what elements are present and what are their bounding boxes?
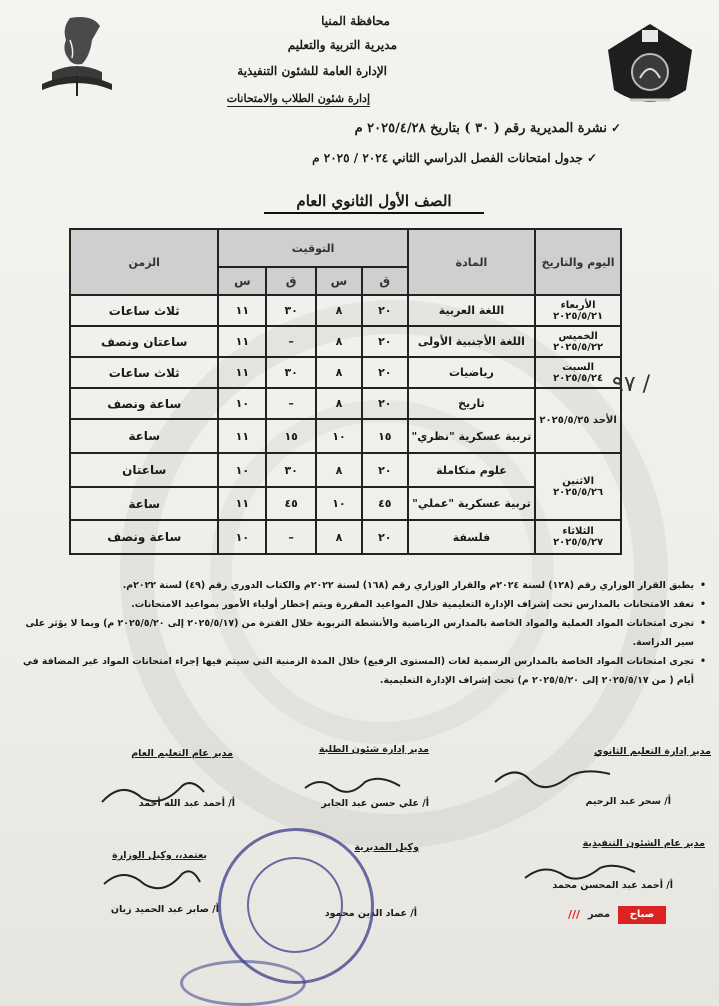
table-row [70, 295, 621, 326]
signature-title: يعتمد،، وكيل الوزارة [112, 850, 207, 861]
time-cell: ١١ [218, 487, 266, 520]
nefertiti-book-logo-icon [22, 10, 132, 110]
time-cell: ٨ [316, 326, 362, 357]
signature-block [583, 838, 705, 849]
signature-title: وكيل المديرية [354, 842, 419, 853]
time-cell: ١١ [218, 419, 266, 453]
signature-block [354, 842, 419, 853]
bulletin-text: نشرة المديرية رقم ( ٣٠ ) بتاريخ ٢٠٢٥/٤/٢٨ م [354, 121, 607, 136]
schedule-line [312, 151, 597, 165]
subject-cell: رياضيات [408, 357, 536, 388]
handwritten-signature-icon [490, 760, 620, 796]
time-cell: ٢٠ [362, 295, 408, 326]
admin-name: الإدارة العامة للشئون التنفيذية [237, 64, 387, 78]
time-cell: ٨ [316, 357, 362, 388]
table-row [70, 388, 621, 419]
day-cell: الأربعاء ٢٠٢٥/٥/٢١ [535, 295, 621, 326]
check-mark-icon: ✓ [610, 121, 621, 135]
time-cell: ٣٠ [266, 295, 316, 326]
brand-watermark [568, 906, 666, 924]
duration-cell: ساعتان [70, 453, 218, 487]
official-stamp-icon [180, 960, 306, 1006]
grade-title: الصف الأول الثانوي العام [264, 192, 484, 214]
signature-name: أ/ عماد الدين محمود [324, 908, 417, 919]
time-cell: ٨ [316, 295, 362, 326]
signature-title: مدير إدارة شئون الطلبة [318, 744, 429, 755]
time-cell: ١١ [218, 295, 266, 326]
table-row [70, 453, 621, 487]
note-item: • يطبق القرار الوزاري رقم (١٢٨) لسنة ٢٠٢٤م والقرار الوزاري رقم (١٦٨) لسنة ٢٠٢٢م والكتاب الدوري رقم (٤٩) لسنة ٢٠٢٢م. [14, 576, 706, 595]
handwritten-signature-icon [96, 860, 206, 900]
time-cell: ٢٠ [362, 453, 408, 487]
brand-suffix: مصر [587, 909, 611, 920]
day-cell: الثلاثاء ٢٠٢٥/٥/٢٧ [535, 520, 621, 554]
header-q-start: ق [362, 267, 408, 295]
table-row [70, 326, 621, 357]
duration-cell: ثلاث ساعات [70, 295, 218, 326]
directorate-name: مديرية التربية والتعليم [287, 38, 397, 52]
header-subject: المادة [408, 229, 536, 295]
time-cell: ١١ [218, 357, 266, 388]
time-cell: ٣٠ [266, 357, 316, 388]
duration-cell: ساعتان ونصف [70, 326, 218, 357]
time-cell: ٣٠ [266, 453, 316, 487]
subject-cell: تاريخ [408, 388, 536, 419]
time-cell: ١٠ [218, 520, 266, 554]
signature-title: مدير عام التعليم العام [131, 748, 233, 759]
exam-schedule-table [69, 228, 622, 555]
time-cell: ٨ [316, 520, 362, 554]
day-cell: السبت ٢٠٢٥/٥/٢٤ [535, 357, 621, 388]
time-cell: ٢٠ [362, 388, 408, 419]
time-cell: ٤٥ [362, 487, 408, 520]
signature-title: مدير عام الشئون التنفيذية [582, 838, 705, 849]
time-cell: ٢٠ [362, 326, 408, 357]
signature-name: أ/ أحمد عبد المحسن محمد [552, 880, 673, 891]
signature-name: أ/ أحمد عبد الله أحمد [138, 798, 235, 809]
governorate-shield-logo-icon [600, 20, 700, 115]
handwritten-signature-icon [520, 858, 640, 888]
signature-name: أ/ علي حسن عبد الجابر [321, 798, 429, 809]
note-item: • تجرى امتحانات المواد العملية والمواد الخاصة بالمدارس الرياضية والأنشطة التربوية خلال الفترة من (٢٠٢٥/٥/١٧ إلى ٢٠٢٥/٥/٢٠ م) وبما لا يؤثر على سير الدراسة. [14, 614, 706, 652]
subject-cell: فلسفة [408, 520, 536, 554]
day-cell: الأحد ٢٠٢٥/٥/٢٥ [535, 388, 621, 453]
time-cell: ٢٠ [362, 520, 408, 554]
note-item: • تجرى امتحانات المواد الخاصة بالمدارس الرسمية لغات (المستوى الرفيع) خلال المدة الزمنية التي سيتم فيها إجراء امتحانات المواد غير المضافة في أيام ( من ٢٠٢٥/٥/١٧ إلى ٢٠٢٥/٥/٢٠ م) تحت إشراف الإدارة التعليمية. [14, 652, 706, 690]
handwritten-signature-icon [300, 770, 410, 800]
subject-cell: اللغة الأجنبية الأولى [408, 326, 536, 357]
table-row [70, 357, 621, 388]
subject-cell: علوم متكاملة [408, 453, 536, 487]
time-cell: ٤٥ [266, 487, 316, 520]
duration-cell: ساعة [70, 419, 218, 453]
duration-cell: ساعة ونصف [70, 520, 218, 554]
governorate-name: محافظة المنيا [321, 14, 390, 28]
table-row [70, 520, 621, 554]
header-day: اليوم والتاريخ [535, 229, 621, 295]
day-cell: الخميس ٢٠٢٥/٥/٢٢ [535, 326, 621, 357]
brand-name: صباح [618, 906, 666, 924]
time-cell: – [266, 388, 316, 419]
header-q-end: ق [266, 267, 316, 295]
time-cell: ١٠ [218, 453, 266, 487]
day-cell: الاثنين ٢٠٢٥/٥/٢٦ [535, 453, 621, 520]
note-item: • تعقد الامتحانات بالمدارس تحت إشراف الإدارة التعليمية خلال المواعيد المقررة ويتم إخطار أولياء الأمور بمواعيد الامتحانات. [14, 595, 706, 614]
header-s-end: س [218, 267, 266, 295]
time-cell: ١٠ [316, 419, 362, 453]
signature-name: أ/ صابر عبد الحميد زيان [110, 904, 219, 915]
signature-block [319, 744, 429, 755]
time-cell: ١٠ [316, 487, 362, 520]
header-timing: التوقيت [218, 229, 407, 267]
duration-cell: ثلاث ساعات [70, 357, 218, 388]
subject-cell: اللغة العربية [408, 295, 536, 326]
subject-cell: تربية عسكرية "عملي" [408, 487, 536, 520]
time-cell: ٨ [316, 388, 362, 419]
time-cell: ٨ [316, 453, 362, 487]
page-note: ٩٧ / [612, 372, 651, 397]
notes-list [14, 576, 706, 690]
time-cell: ١٥ [266, 419, 316, 453]
check-mark-icon: ✓ [586, 151, 597, 165]
duration-cell: ساعة [70, 487, 218, 520]
time-cell: – [266, 520, 316, 554]
signature-block [131, 748, 233, 759]
header-s-start: س [316, 267, 362, 295]
bulletin-line [355, 121, 621, 136]
duration-cell: ساعة ونصف [70, 388, 218, 419]
time-cell: ١٥ [362, 419, 408, 453]
signature-title: مدير إدارة التعليم الثانوي [593, 746, 711, 757]
time-cell: ١١ [218, 326, 266, 357]
dept-name: إدارة شئون الطلاب والامتحانات [226, 92, 370, 105]
time-cell: ١٠ [218, 388, 266, 419]
header-duration: الزمن [70, 229, 218, 295]
signature-block [594, 746, 711, 757]
time-cell: – [266, 326, 316, 357]
subject-cell: تربية عسكرية "نظري" [408, 419, 536, 453]
table-header-row [70, 229, 621, 267]
brand-bars-icon: /// [568, 908, 581, 921]
signature-name: أ/ سحر عبد الرحيم [585, 796, 671, 807]
time-cell: ٢٠ [362, 357, 408, 388]
handwritten-signature-icon [92, 772, 212, 812]
schedule-text: جدول امتحانات الفصل الدراسي الثاني ٢٠٢٤ / ٢٠٢٥ م [312, 151, 583, 165]
